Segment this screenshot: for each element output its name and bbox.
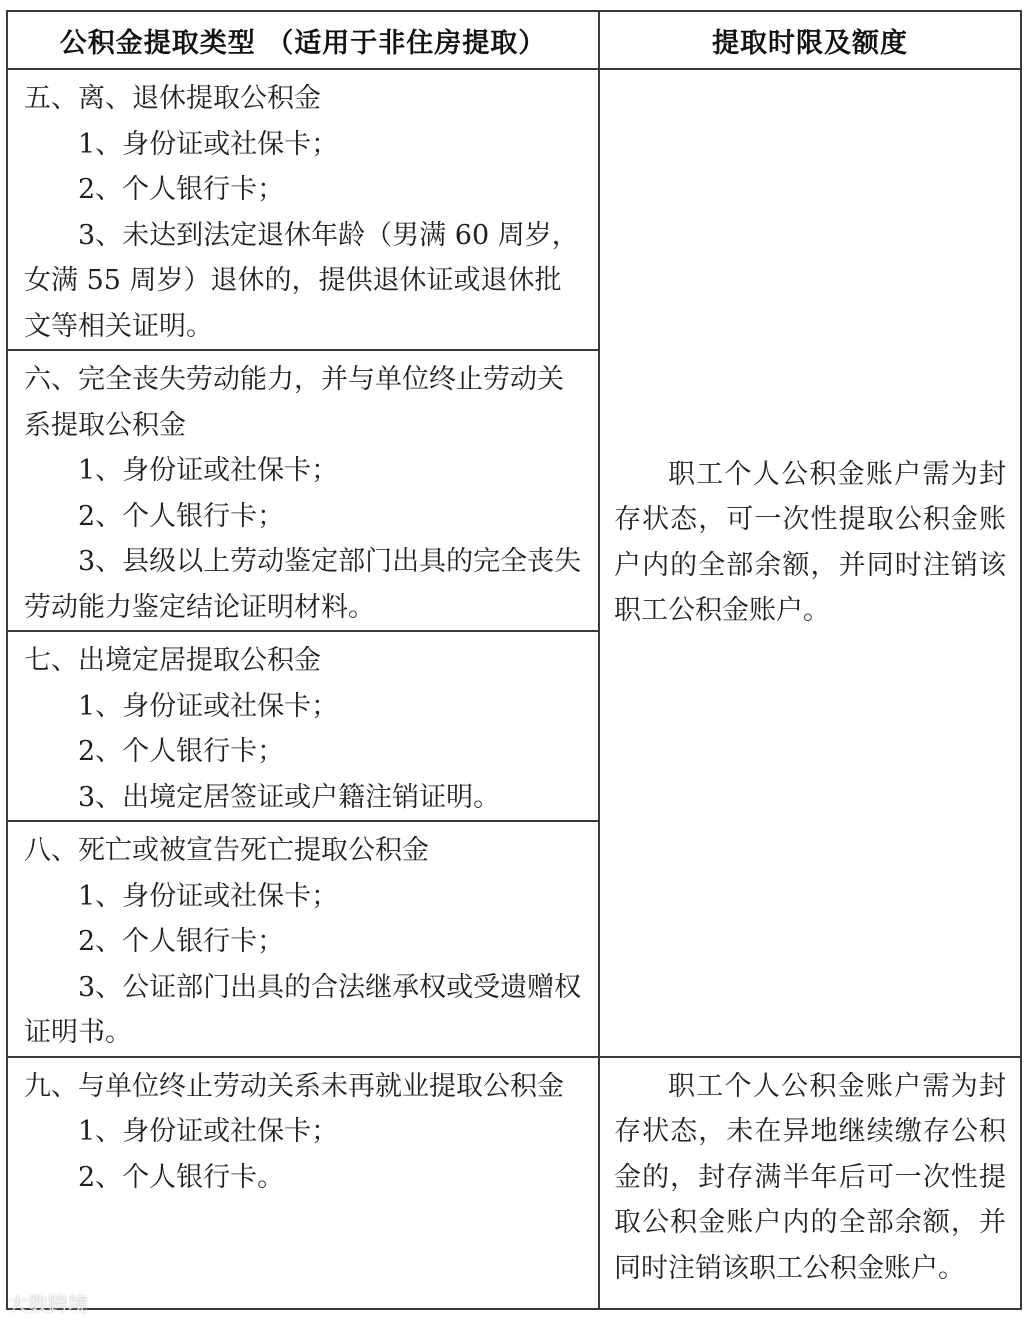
list-item: 1、身份证或社保卡；: [78, 690, 339, 722]
list-item: 2、个人银行卡；: [78, 500, 285, 532]
section-title: 五、离、退休提取公积金: [24, 83, 321, 114]
list-item: 3、出境定居签证或户籍注销证明。: [78, 781, 501, 813]
header-withdrawal-type: 公积金提取类型 （适用于非住房提取）: [7, 11, 599, 69]
table-header-row: [7, 11, 1021, 69]
list-item: 2、个人银行卡；: [78, 736, 285, 767]
section-title: 九、与单位终止劳动关系未再就业提取公积金: [24, 1070, 564, 1102]
section-title: 六、完全丧失劳动能力，并与单位终止劳动关系提取公积金: [24, 364, 564, 441]
list-item: 3、县级以上劳动鉴定部门出具的完全丧失劳动能力鉴定结论证明材料。: [24, 546, 582, 623]
section-cell: [7, 1057, 599, 1310]
section-cell: [7, 821, 599, 1057]
note-text: 职工个人公积金账户需为封存状态，未在异地继续缴存公积金的，封存满半年后可一次性提取公积金账户内的全部余额，并同时注销该职工公积金账户。: [614, 1070, 1006, 1284]
section-title: 七、出境定居提取公积金: [24, 645, 321, 676]
note-cell: [599, 69, 1021, 1057]
list-item: 1、身份证或社保卡；: [78, 880, 339, 912]
list-item: 1、身份证或社保卡；: [78, 455, 339, 486]
list-item: 1、身份证或社保卡；: [78, 128, 339, 160]
table-row: [7, 69, 1021, 350]
list-item: 3、公证部门出具的合法继承权或受遗赠权证明书。: [24, 971, 582, 1048]
note-text: 职工个人公积金账户需为封存状态，可一次性提取公积金账户内的全部余额，并同时注销该职工公积金账户。: [614, 458, 1006, 627]
section-cell: [7, 631, 599, 821]
list-item: 1、身份证或社保卡；: [78, 1116, 339, 1147]
list-item: 2、个人银行卡；: [78, 926, 285, 957]
header-time-limit-amount: 提取时限及额度: [599, 11, 1021, 69]
list-item: 2、个人银行卡。: [78, 1161, 285, 1193]
section-title: 八、死亡或被宣告死亡提取公积金: [24, 835, 429, 866]
note-cell: [599, 1057, 1021, 1310]
watermark-logo: 大数跨境: [8, 1292, 88, 1316]
section-cell: [7, 69, 599, 350]
section-cell: [7, 350, 599, 631]
withdrawal-table: [6, 10, 1022, 1310]
list-item: 2、个人银行卡；: [78, 174, 285, 205]
table-row: [7, 1057, 1021, 1310]
list-item: 3、未达到法定退休年龄（男满 60 周岁，女满 55 周岁）退休的，提供退休证或退休批文等相关证明。: [24, 219, 579, 342]
